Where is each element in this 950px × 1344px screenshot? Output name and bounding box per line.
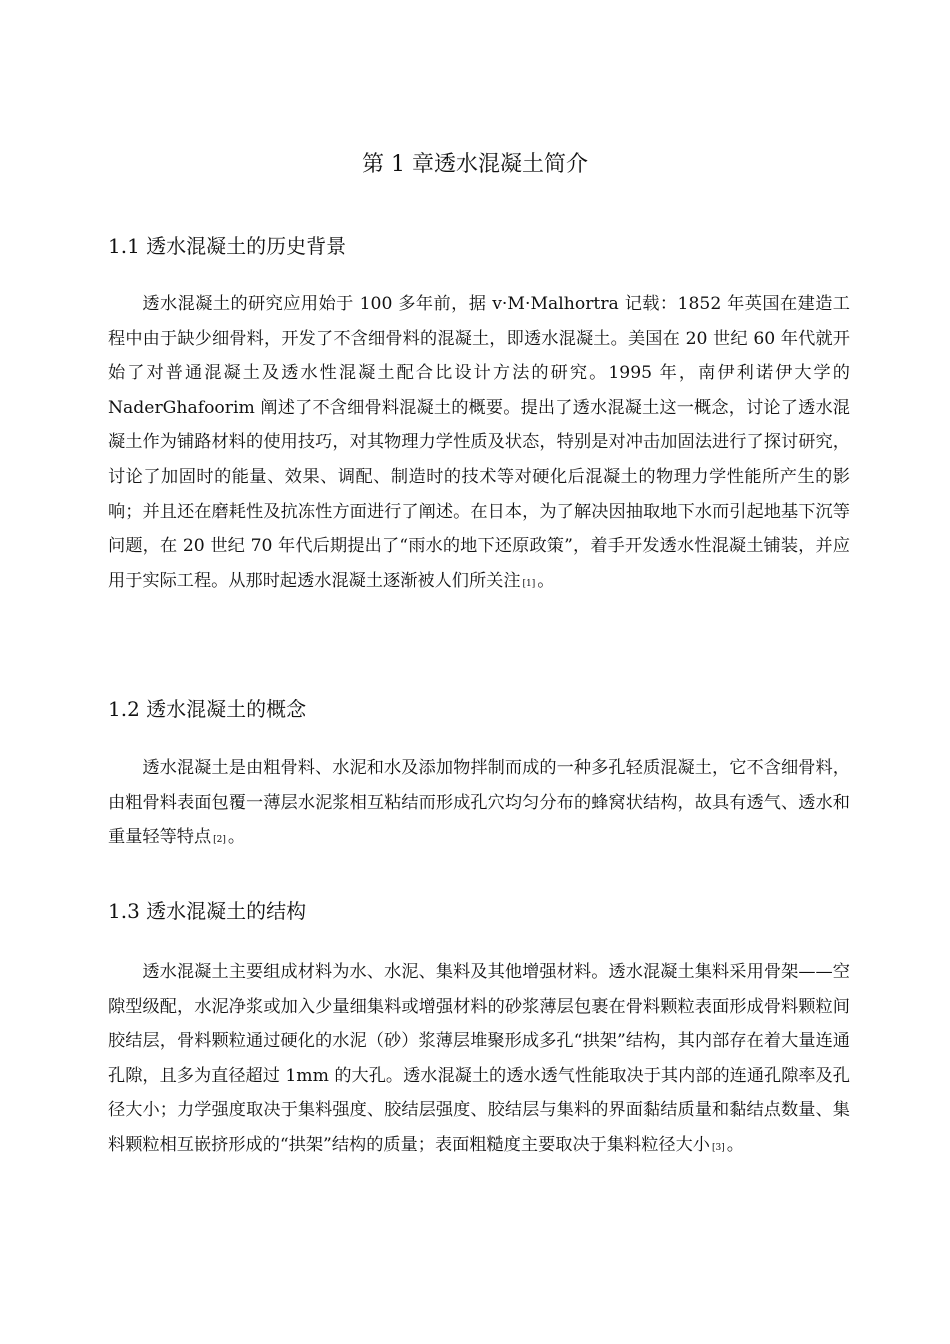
section-heading-structure: 1.3 透水混凝土的结构 [108,899,307,923]
paragraph-end: 。 [726,1134,744,1155]
citation-marker: [1] [522,578,536,589]
paragraph-concept [108,751,850,858]
citation-marker: [2] [213,835,226,846]
citation-marker: [3] [711,1142,725,1153]
paragraph-text: 透水混凝土是由粗骨料、水泥和水及添加物拌制而成的一种多孔轻质混凝土，它不含细骨料，由粗骨料表面包覆一薄层水泥浆相互粘结而形成孔穴均匀分布的蜂窝状结构，故具有透气、透水和重量轻等特点 [108,758,850,848]
paragraph-end: 。 [227,827,246,848]
paragraph-end: 。 [537,570,555,591]
chapter-title: 第 1 章透水混凝土简介 [362,152,588,177]
paragraph-structure [108,955,850,1166]
paragraph-text: 透水混凝土主要组成材料为水、水泥、集料及其他增强材料。透水混凝土集料采用骨架——空隙型级配，水泥净浆或加入少量细集料或增强材料的砂浆薄层包裹在骨料颗粒表面形成骨料颗粒间胶结层，骨料颗粒通过硬化的水泥（砂）浆薄层堆聚形成多孔“拱架”结构，其内部存在着大量连通孔隙，且多为直径超过 1mm 的大孔。透水混凝土的透水透气性能取决于其内部的连通孔隙率及孔径大小；力学强度取决于集料强度、胶结层强度、胶结层与集料的界面黏结质量和黏结点数量、集料颗粒相互嵌挤形成的“拱架”结构的质量；表面粗糙度主要取决于集料粒径大小 [108,962,850,1155]
paragraph-text: 透水混凝土的研究应用始于 100 多年前，据 v·M·Malhortra 记载：1852 年英国在建造工程中由于缺少细骨料，开发了不含细骨料的混凝土，即透水混凝土。美国在 20 世纪 60 年代就开始了对普通混凝土及透水性混凝土配合比设计方法的研究。1995 年，南伊利诺伊大学的 NaderGhafoorim 阐述了不含细骨料混凝土的概要。提出了透水混凝土这一概念，讨论了透水混凝土作为铺路材料的使用技巧，对其物理力学性质及状态，特别是对冲击加固法进行了探讨研究，讨论了加固时的能量、效果、调配、制造时的技术等对硬化后混凝土的物理力学性能所产生的影响；并且还在磨耗性及抗冻性方面进行了阐述。在日本，为了解决因抽取地下水而引起地基下沉等问题，在 20 世纪 70 年代后期提出了“雨水的地下还原政策”，着手开发透水性混凝土铺装，并应用于实际工程。从那时起透水混凝土逐渐被人们所关注 [108,294,850,591]
paragraph-history [108,287,850,601]
section-heading-concept: 1.2 透水混凝土的概念 [108,697,307,721]
section-heading-history: 1.1 透水混凝土的历史背景 [108,234,347,258]
